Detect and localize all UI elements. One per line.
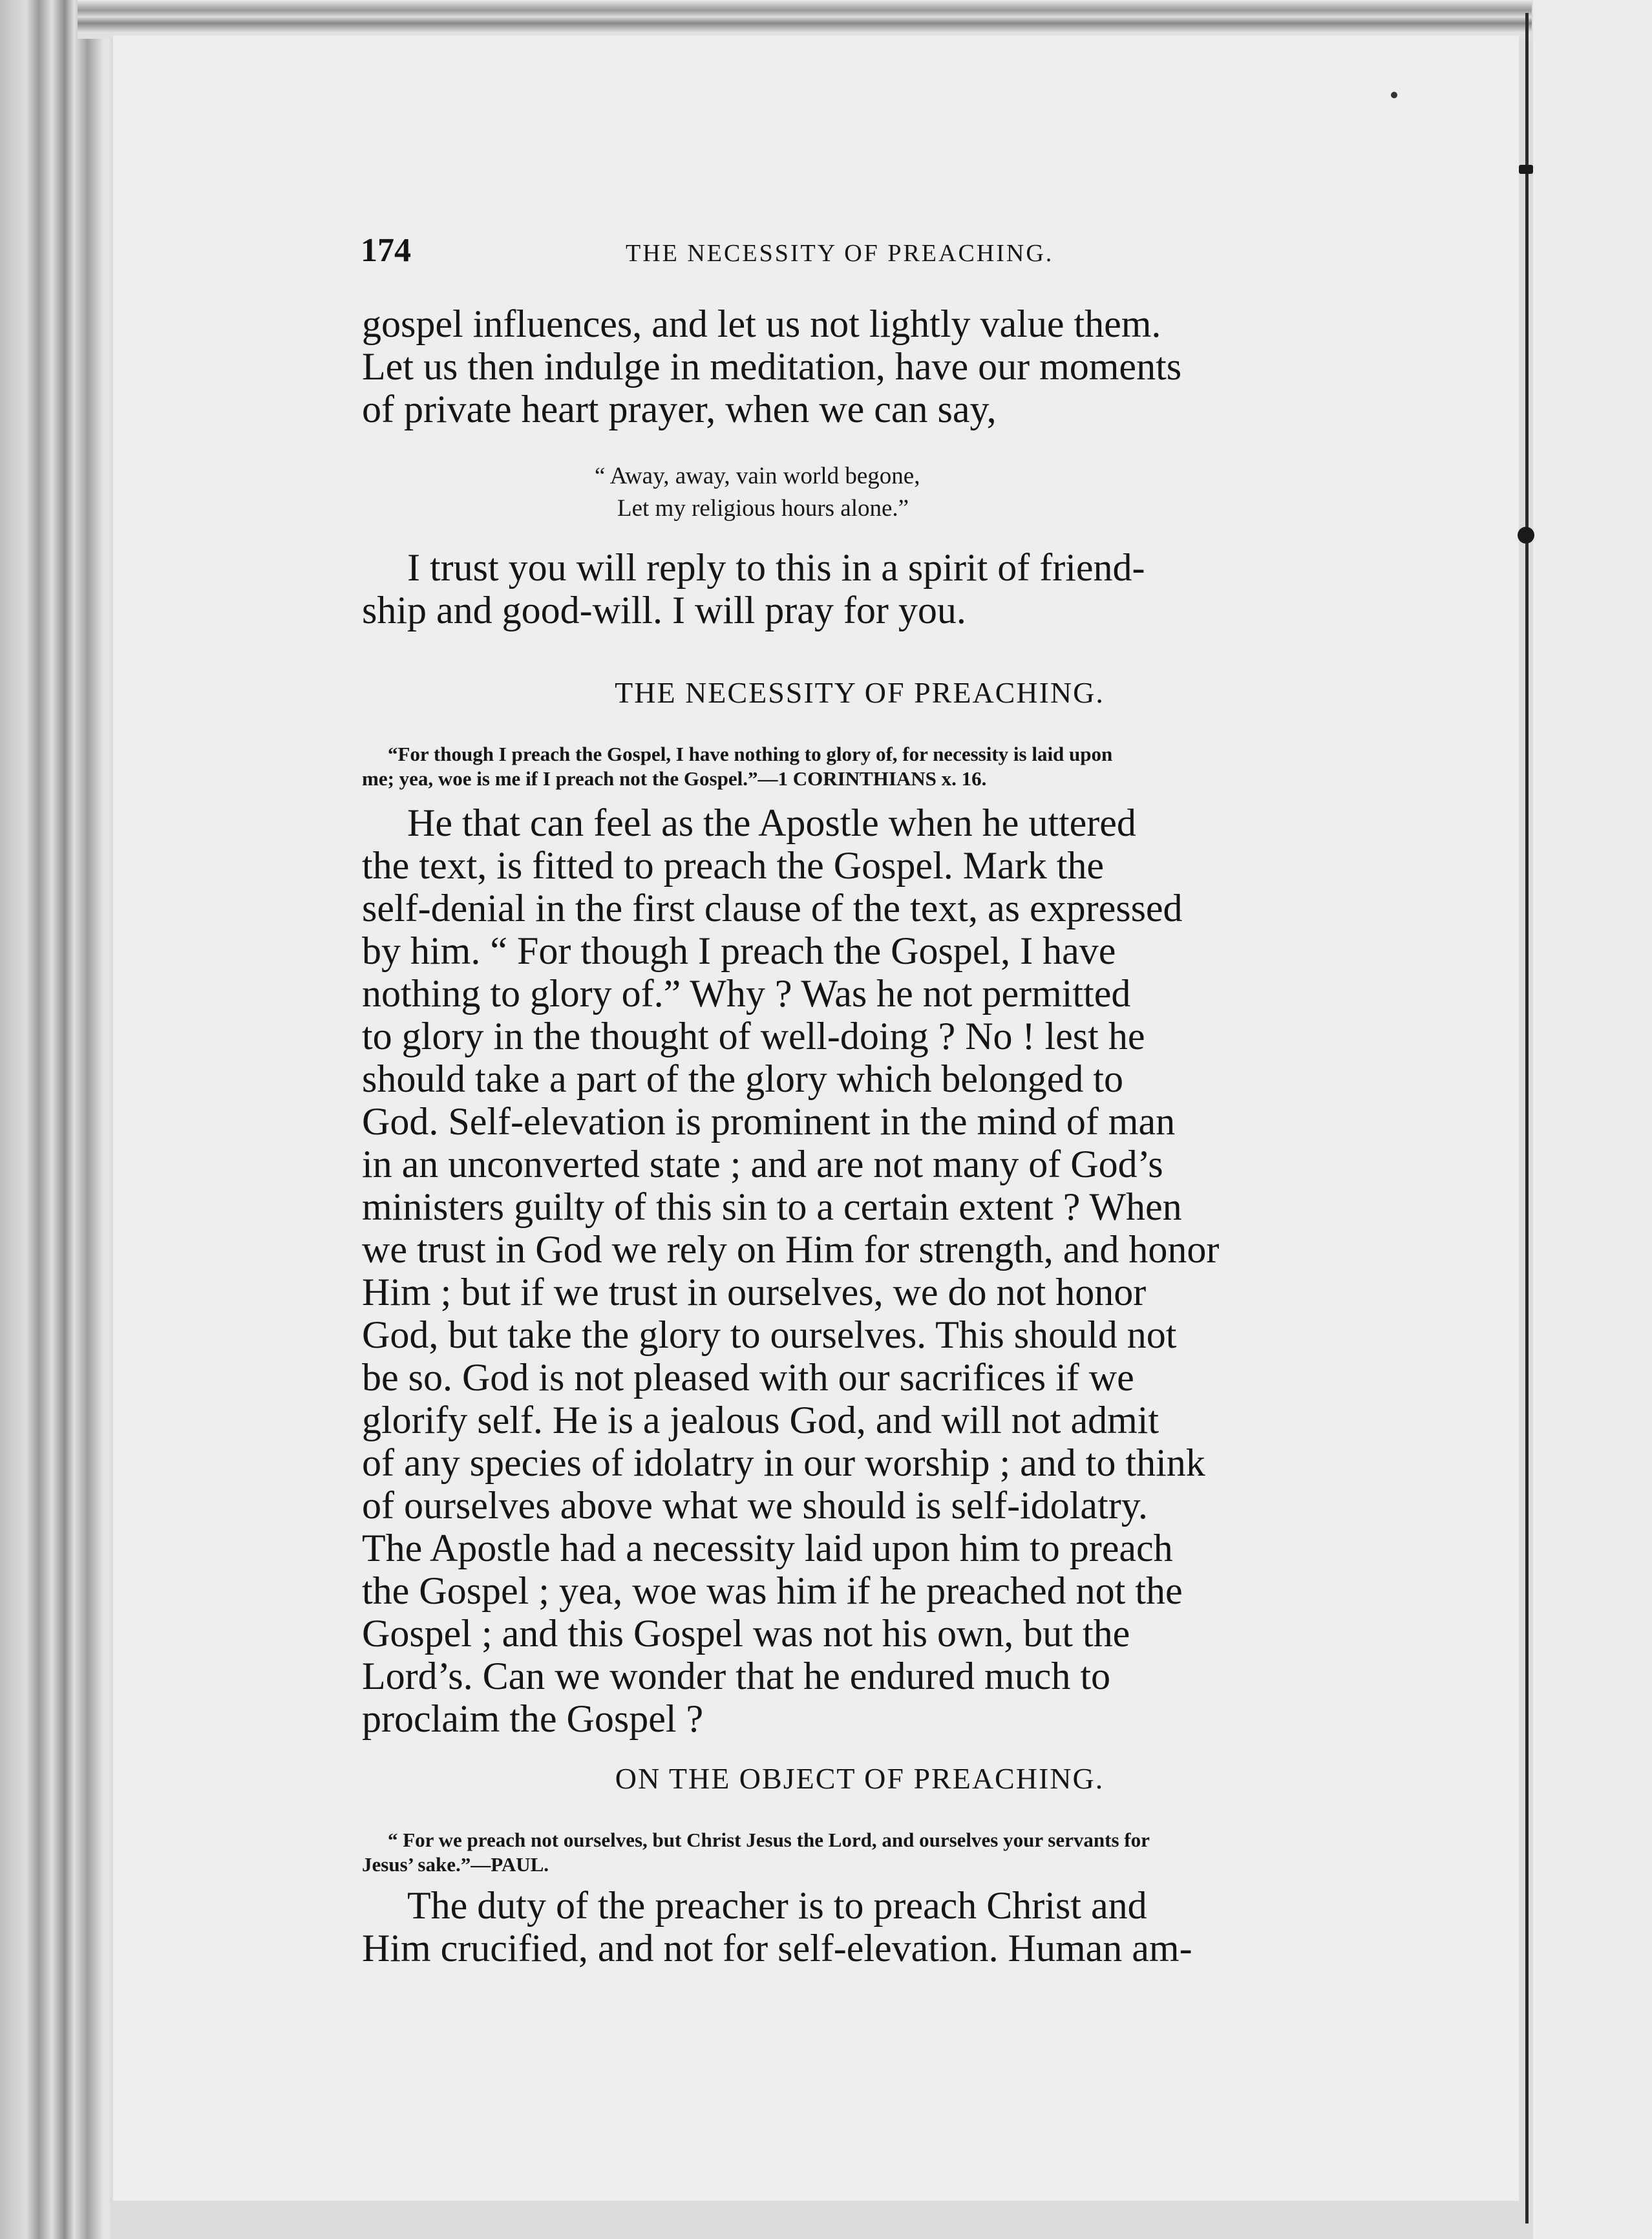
section-heading: THE NECESSITY OF PREACHING. bbox=[615, 676, 1105, 709]
text-line: I trust you will reply to this in a spirit of friend- bbox=[407, 546, 1145, 589]
poem-quote bbox=[595, 460, 920, 525]
section-epigraph bbox=[362, 1828, 1357, 1877]
text-line: Lord’s. Can we wonder that he endured much to bbox=[362, 1655, 1111, 1697]
text-line: The Apostle had a necessity laid upon him to preach bbox=[362, 1527, 1173, 1569]
text-line: The duty of the preacher is to preach Christ and bbox=[407, 1884, 1147, 1927]
text-line: by him. “ For though I preach the Gospel, I have bbox=[362, 929, 1116, 972]
text-line: nothing to glory of.” Why ? Was he not permitted bbox=[362, 972, 1131, 1015]
text-line: God. Self-elevation is prominent in the mind of man bbox=[362, 1100, 1176, 1143]
text-line: Him ; but if we trust in ourselves, we do not honor bbox=[362, 1271, 1147, 1313]
text-line: the Gospel ; yea, woe was him if he preached not the bbox=[362, 1569, 1183, 1612]
text-line: Let us then indulge in meditation, have our moments bbox=[362, 345, 1182, 388]
binding-mark bbox=[1519, 165, 1533, 174]
text-line: Him crucified, and not for self-elevation. Human am- bbox=[362, 1927, 1192, 1969]
text-line: He that can feel as the Apostle when he uttered bbox=[407, 801, 1136, 844]
section-epigraph bbox=[362, 742, 1357, 791]
text-line: proclaim the Gospel ? bbox=[362, 1697, 704, 1740]
binding-knob bbox=[1518, 527, 1534, 544]
page-number: 174 bbox=[361, 232, 411, 269]
section-body bbox=[362, 801, 1357, 1740]
text-line: self-denial in the first clause of the text, as expressed bbox=[362, 887, 1183, 929]
text-line: should take a part of the glory which belonged to bbox=[362, 1057, 1124, 1100]
section-body bbox=[362, 1884, 1357, 1969]
book-page-edges bbox=[0, 0, 110, 2239]
page-header bbox=[361, 231, 1356, 283]
text-line: of any species of idolatry in our worship ; and to think bbox=[362, 1441, 1205, 1484]
book-top-edge bbox=[78, 0, 1532, 39]
text-line: gospel influences, and let us not lightly value them. bbox=[362, 302, 1161, 345]
ink-speck bbox=[1391, 92, 1397, 98]
intro-paragraph bbox=[362, 302, 1357, 430]
closing-paragraph bbox=[362, 546, 1357, 631]
text-line: glorify self. He is a jealous God, and will not admit bbox=[362, 1399, 1160, 1441]
text-line: Gospel ; and this Gospel was not his own, but the bbox=[362, 1612, 1130, 1655]
running-title: THE NECESSITY OF PREACHING. bbox=[626, 240, 1054, 267]
binding-rule bbox=[1525, 13, 1529, 2223]
text-line: ship and good-will. I will pray for you. bbox=[362, 589, 966, 631]
text-line: in an unconverted state ; and are not many of God’s bbox=[362, 1143, 1163, 1185]
text-line: ministers guilty of this sin to a certain extent ? When bbox=[362, 1185, 1182, 1228]
epigraph-line: “ For we preach not ourselves, but Christ Jesus the Lord, and ourselves your servants for bbox=[388, 1829, 1150, 1851]
epigraph-line: Jesus’ sake.”—PAUL. bbox=[362, 1853, 549, 1876]
epigraph-line: me; yea, woe is me if I preach not the Gospel.”—1 CORINTHIANS x. 16. bbox=[362, 767, 987, 790]
poem-line: Let my religious hours alone.” bbox=[617, 495, 909, 522]
text-line: the text, is fitted to preach the Gospel. Mark the bbox=[362, 844, 1104, 887]
text-line: we trust in God we rely on Him for strength, and honor bbox=[362, 1228, 1220, 1271]
text-line: God, but take the glory to ourselves. This should not bbox=[362, 1313, 1177, 1356]
section-heading: ON THE OBJECT OF PREACHING. bbox=[615, 1762, 1105, 1795]
epigraph-line: “For though I preach the Gospel, I have nothing to glory of, for necessity is laid upon bbox=[388, 743, 1113, 765]
text-line: be so. God is not pleased with our sacrifices if we bbox=[362, 1356, 1134, 1399]
text-line: to glory in the thought of well-doing ? No ! lest he bbox=[362, 1015, 1145, 1057]
text-line: of private heart prayer, when we can say, bbox=[362, 388, 997, 430]
right-margin bbox=[1533, 0, 1652, 2239]
text-line: of ourselves above what we should is self-idolatry. bbox=[362, 1484, 1148, 1527]
poem-line: “ Away, away, vain world begone, bbox=[595, 463, 920, 489]
